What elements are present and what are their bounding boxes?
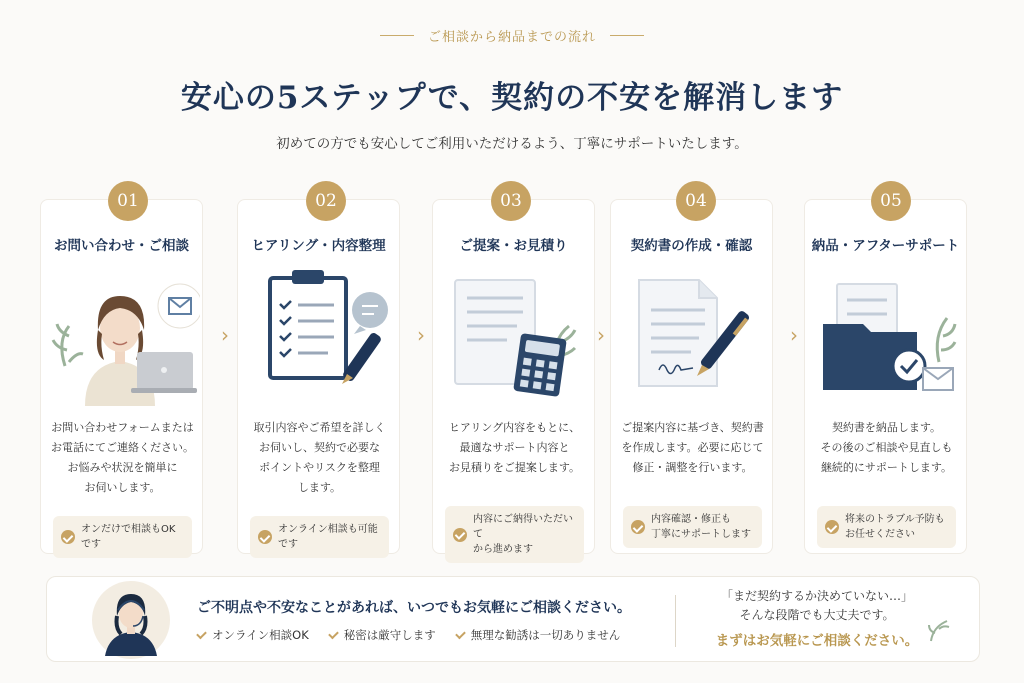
step-number-badge-1: 01 <box>108 181 148 221</box>
folder-check-envelope-icon <box>809 266 964 406</box>
banner-point-label: オンライン相談OK <box>212 628 309 642</box>
check-icon <box>631 520 645 534</box>
page-title: 安心の5ステップで、契約の不安を解消します <box>180 80 844 116</box>
step-title: お問い合わせ・ご相談 <box>54 238 189 254</box>
step-note <box>623 506 762 548</box>
chevron-right-icon: › <box>221 323 229 347</box>
eyebrow-line-left <box>380 35 414 36</box>
step-note <box>250 516 389 558</box>
step-card-4 <box>610 199 773 554</box>
banner-reassurance <box>687 587 947 649</box>
check-icon <box>825 520 839 534</box>
step-title: ご提案・お見積り <box>459 238 568 254</box>
step-note-text: 内容確認・修正も 丁寧にサポートします <box>651 514 751 540</box>
banner-point-label: 無理な勧誘は一切ありません <box>470 628 621 642</box>
section-eyebrow <box>0 26 1024 45</box>
banner-point <box>329 627 436 643</box>
check-icon <box>453 528 467 542</box>
chevron-right-icon: › <box>597 323 605 347</box>
step-note-text: オンだけで相談もOKです <box>81 524 176 550</box>
support-agent-headset-icon <box>91 580 171 660</box>
step-description: お問い合わせフォームまたは お電話にてご連絡ください。 お悩みや状況を簡単に お伺いします。 <box>51 421 194 494</box>
contract-signature-pen-icon <box>615 266 770 406</box>
step-description: 契約書を納品します。 その後のご相談や見直しも 継続的にサポートします。 <box>820 421 953 474</box>
step-card-3 <box>432 199 595 554</box>
eyebrow-line-right <box>610 35 644 36</box>
step-title: 納品・アフターサポート <box>811 238 960 254</box>
page-subtitle: 初めての方でも安心してご利用いただけるよう、丁寧にサポートいたします。 <box>276 136 748 152</box>
banner-point <box>456 627 621 643</box>
banner-points <box>197 627 620 643</box>
banner-quote-followup: そんな段階でも大丈夫です。 <box>739 608 895 622</box>
step-number-badge-2: 02 <box>306 181 346 221</box>
banner-quote: 「まだ契約するか決めていない…」 <box>720 589 913 603</box>
step-card-2 <box>237 199 400 554</box>
step-note-text: 内容にご納得いただいて から進めます <box>473 514 573 555</box>
step-number-badge-4: 04 <box>676 181 716 221</box>
check-icon <box>455 628 466 639</box>
leaf-icon <box>927 617 951 643</box>
step-description: ヒアリング内容をもとに、 最適なサポート内容と お見積りをご提案します。 <box>448 421 581 474</box>
step-card-5 <box>804 199 967 554</box>
step-note <box>817 506 956 548</box>
banner-cta: まずはお気軽にご相談ください。 <box>715 633 919 649</box>
check-icon <box>61 530 75 544</box>
check-icon <box>196 628 207 639</box>
step-number-badge-5: 05 <box>871 181 911 221</box>
step-note-text: 将来のトラブル予防も お任せください <box>845 514 945 540</box>
step-note-text: オンライン相談も可能です <box>278 524 378 550</box>
step-number-badge-3: 03 <box>491 181 531 221</box>
banner-divider <box>675 595 676 647</box>
eyebrow-text: ご相談から納品までの流れ <box>427 30 596 45</box>
contact-banner <box>46 576 980 662</box>
document-calculator-icon <box>437 266 592 406</box>
step-card-1 <box>40 199 203 554</box>
step-title: ヒアリング・内容整理 <box>251 238 386 254</box>
step-description: ご提案内容に基づき、契約書 を作成します。必要に応じて 修正・調整を行います。 <box>621 421 764 474</box>
clipboard-checklist-pen-icon <box>242 266 397 406</box>
step-note <box>53 516 192 558</box>
step-note <box>445 506 584 563</box>
chevron-right-icon: › <box>417 323 425 347</box>
banner-title: ご不明点や不安なことがあれば、いつでもお気軽にご相談ください。 <box>197 600 631 616</box>
steps-container <box>40 181 984 556</box>
step-description: 取引内容やご希望を詳しく お伺いし、契約で必要な ポイントやリスクを整理 します。 <box>253 421 386 494</box>
check-icon <box>328 628 339 639</box>
step-title: 契約書の作成・確認 <box>630 238 753 254</box>
banner-point <box>197 627 309 643</box>
chevron-right-icon: › <box>790 323 798 347</box>
banner-point-label: 秘密は厳守します <box>343 628 436 642</box>
check-icon <box>258 530 272 544</box>
woman-laptop-mail-icon <box>45 266 200 406</box>
